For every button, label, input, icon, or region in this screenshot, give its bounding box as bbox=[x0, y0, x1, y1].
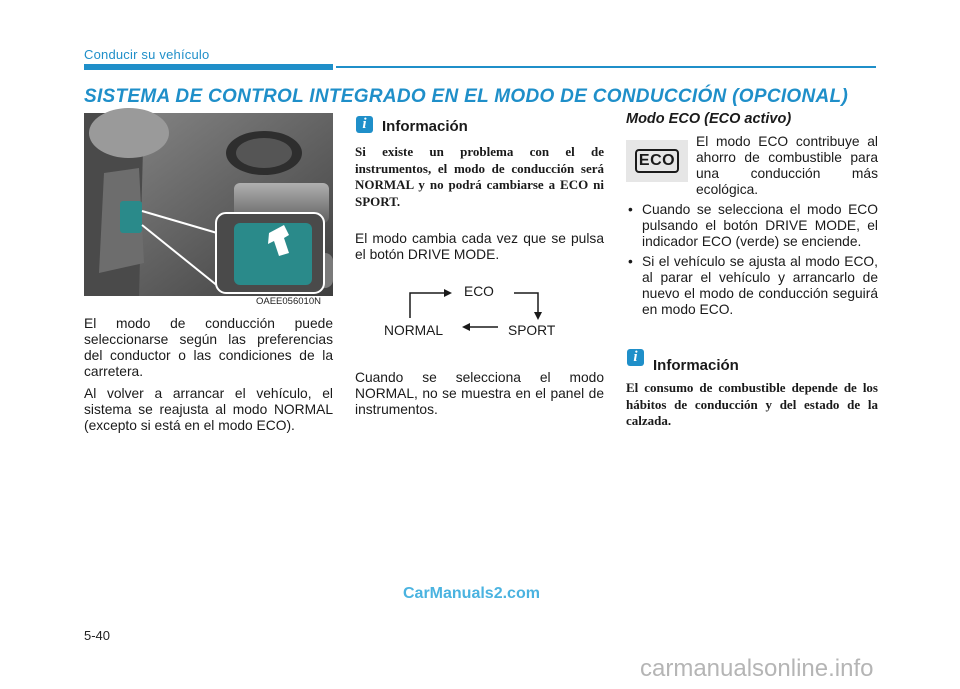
info-body: Si existe un problema con el de instrumentos, el modo de conducción será NORMAL y no podrá cambiarse a ECO ni SPORT. bbox=[355, 144, 604, 209]
paragraph: El modo de conducción puede seleccionarse según las preferencias del conductor o las condiciones de la carretera. bbox=[84, 316, 333, 379]
paragraph: Cuando se selecciona el modo NORMAL, no se muestra en el panel de instrumentos. bbox=[355, 370, 604, 417]
page-title: SISTEMA DE CONTROL INTEGRADO EN EL MODO DE CONDUCCIÓN (OPCIONAL) bbox=[84, 86, 849, 107]
list-item: • Cuando se selecciona el modo ECO pulsando el botón DRIVE MODE, el indicador ECO (verde) se enciende. bbox=[626, 202, 878, 250]
section-label: Conducir su vehículo bbox=[84, 47, 210, 62]
photo-caption: OAEE056010N bbox=[256, 296, 321, 307]
info-body: El consumo de combustible depende de los hábitos de conducción y del estado de la calzada. bbox=[626, 380, 878, 428]
bullet-list bbox=[626, 202, 878, 322]
eco-indicator-icon: ECO bbox=[635, 149, 679, 173]
subsection-heading: Modo ECO (ECO activo) bbox=[626, 111, 792, 127]
info-icon: i bbox=[356, 116, 373, 133]
watermark-corner: carmanualsonline.info bbox=[640, 655, 874, 682]
mode-normal-label: NORMAL bbox=[384, 323, 444, 338]
console-illustration bbox=[84, 113, 333, 296]
header-rule-thick bbox=[84, 64, 333, 70]
paragraph: El modo ECO contribuye al ahorro de combustible para una conducción más ecológica. bbox=[696, 134, 878, 197]
header-rule-thin bbox=[336, 66, 876, 68]
drive-mode-button-label: DRIVE MODE bbox=[260, 359, 286, 382]
list-item: • Si el vehículo se ajusta al modo ECO, al parar el vehículo y arrancarlo de nuevo el modo de conducción seguirá en modo ECO. bbox=[626, 254, 878, 318]
info-icon: i bbox=[627, 349, 644, 366]
eco-indicator-badge bbox=[626, 140, 688, 182]
info-title: Información bbox=[653, 357, 739, 374]
paragraph: Al volver a arrancar el vehículo, el sistema se reajusta al modo NORMAL (excepto si está en el modo ECO). bbox=[84, 386, 333, 433]
info-title: Información bbox=[382, 118, 468, 135]
paragraph: El modo cambia cada vez que se pulsa el botón DRIVE MODE. bbox=[355, 231, 604, 262]
watermark-link[interactable]: CarManuals2.com bbox=[403, 585, 540, 602]
mode-sport-label: SPORT bbox=[508, 323, 556, 338]
mode-cycle-diagram bbox=[378, 280, 578, 344]
page-number: 5-40 bbox=[84, 628, 111, 643]
mode-eco-label: ECO bbox=[464, 284, 494, 299]
